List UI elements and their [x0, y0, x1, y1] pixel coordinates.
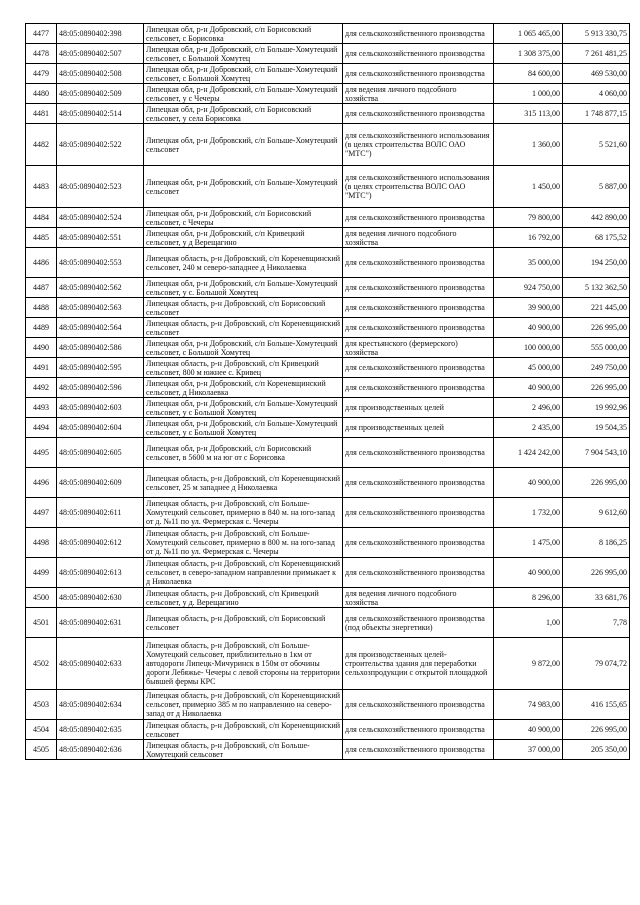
area-value-cell: 8 296,00: [494, 588, 563, 608]
land-use-cell: для сельскохозяйственного производства: [343, 24, 494, 44]
area-value-cell: 79 800,00: [494, 208, 563, 228]
cadastral-value-cell: 19 992,96: [563, 398, 630, 418]
address-cell: Липецкая область, р-н Добровский, с/п Больше-Хомутецкий сельсовет: [144, 740, 343, 760]
address-cell: Липецкая обл, р-н Добровский, с/п Больше-Хомутецкий сельсовет, с Большой Хомутец: [144, 338, 343, 358]
table-row: [26, 740, 630, 760]
address-cell: Липецкая обл, р-н Добровский, с/п Кривецкий сельсовет, у д Верещагино: [144, 228, 343, 248]
cadastral-value-cell: 226 995,00: [563, 378, 630, 398]
cadastral-number-cell: 48:05:0890402:551: [57, 228, 144, 248]
cadastral-value-cell: 1 748 877,15: [563, 104, 630, 124]
area-value-cell: 40 900,00: [494, 378, 563, 398]
cadastral-number-cell: 48:05:0890402:609: [57, 468, 144, 498]
cadastral-value-cell: 249 750,00: [563, 358, 630, 378]
address-cell: Липецкая область, р-н Добровский, с/п Кореневщинский сельсовет, 25 м западнее д Николаевка: [144, 468, 343, 498]
row-number-cell: 4485: [26, 228, 57, 248]
cadastral-value-cell: 19 504,35: [563, 418, 630, 438]
cadastral-number-cell: 48:05:0890402:509: [57, 84, 144, 104]
land-use-cell: для сельскохозяйственного использования (в целях строительства ВОЛС ОАО "МТС"): [343, 124, 494, 166]
land-registry-table: [25, 23, 630, 760]
address-cell: Липецкая обл, р-н Добровский, с/п Больше-Хомутецкий сельсовет, с Большой Хомутец: [144, 64, 343, 84]
land-use-cell: для сельскохозяйственного использования (в целях строительства ВОЛС ОАО "МТС"): [343, 166, 494, 208]
address-cell: Липецкая обл, р-н Добровский, с/п Больше-Хомутецкий сельсовет: [144, 166, 343, 208]
cadastral-number-cell: 48:05:0890402:595: [57, 358, 144, 378]
land-use-cell: для сельскохозяйственного производства: [343, 358, 494, 378]
land-use-cell: для ведения личного подсобного хозяйства: [343, 84, 494, 104]
area-value-cell: 40 900,00: [494, 720, 563, 740]
area-value-cell: 315 113,00: [494, 104, 563, 124]
table-row: [26, 588, 630, 608]
land-use-cell: для сельскохозяйственного производства (под объекты энергетики): [343, 608, 494, 638]
cadastral-value-cell: 5 132 362,50: [563, 278, 630, 298]
cadastral-number-cell: 48:05:0890402:613: [57, 558, 144, 588]
area-value-cell: 1 450,00: [494, 166, 563, 208]
land-use-cell: для сельскохозяйственного производства: [343, 690, 494, 720]
cadastral-number-cell: 48:05:0890402:596: [57, 378, 144, 398]
address-cell: Липецкая область, р-н Добровский, с/п Кореневщинский сельсовет, в северо-западном направлении примыкает к д Николаевка: [144, 558, 343, 588]
table-row: [26, 124, 630, 166]
cadastral-value-cell: 555 000,00: [563, 338, 630, 358]
cadastral-value-cell: 7,78: [563, 608, 630, 638]
address-cell: Липецкая область, р-н Добровский, с/п Кривецкий сельсовет, у д. Верещагино: [144, 588, 343, 608]
cadastral-value-cell: 194 250,00: [563, 248, 630, 278]
cadastral-value-cell: 5 521,60: [563, 124, 630, 166]
cadastral-value-cell: 33 681,76: [563, 588, 630, 608]
cadastral-number-cell: 48:05:0890402:524: [57, 208, 144, 228]
area-value-cell: 1 475,00: [494, 528, 563, 558]
cadastral-number-cell: 48:05:0890402:398: [57, 24, 144, 44]
land-use-cell: для производственных целей: [343, 398, 494, 418]
cadastral-number-cell: 48:05:0890402:636: [57, 740, 144, 760]
address-cell: Липецкая область, р-н Добровский, с/п Кореневщинский сельсовет, 240 м северо-западнее д Николаевка: [144, 248, 343, 278]
table-row: [26, 690, 630, 720]
land-use-cell: для сельскохозяйственного производства: [343, 278, 494, 298]
table-row: [26, 358, 630, 378]
area-value-cell: 45 000,00: [494, 358, 563, 378]
row-number-cell: 4484: [26, 208, 57, 228]
address-cell: Липецкая обл, р-н Добровский, с/п Борисовский сельсовет, у села Борисовка: [144, 104, 343, 124]
cadastral-value-cell: 5 887,00: [563, 166, 630, 208]
table-row: [26, 418, 630, 438]
table-row: [26, 208, 630, 228]
cadastral-value-cell: 221 445,00: [563, 298, 630, 318]
area-value-cell: 1 065 465,00: [494, 24, 563, 44]
cadastral-value-cell: 226 995,00: [563, 468, 630, 498]
area-value-cell: 1 424 242,00: [494, 438, 563, 468]
table-row: [26, 720, 630, 740]
table-row: [26, 278, 630, 298]
cadastral-number-cell: 48:05:0890402:635: [57, 720, 144, 740]
area-value-cell: 2 435,00: [494, 418, 563, 438]
table-row: [26, 638, 630, 690]
address-cell: Липецкая обл, р-н Добровский, с/п Борисовский сельсовет, с Чечеры: [144, 208, 343, 228]
row-number-cell: 4497: [26, 498, 57, 528]
address-cell: Липецкая обл, р-н Добровский, с/п Больше-Хомутецкий сельсовет, с Большой Хомутец: [144, 44, 343, 64]
cadastral-value-cell: 8 186,25: [563, 528, 630, 558]
row-number-cell: 4502: [26, 638, 57, 690]
row-number-cell: 4501: [26, 608, 57, 638]
cadastral-value-cell: 7 261 481,25: [563, 44, 630, 64]
land-use-cell: для сельскохозяйственного производства: [343, 318, 494, 338]
table-row: [26, 318, 630, 338]
area-value-cell: 74 983,00: [494, 690, 563, 720]
land-use-cell: для сельскохозяйственного производства: [343, 64, 494, 84]
table-row: [26, 44, 630, 64]
address-cell: Липецкая обл, р-н Добровский, с/п Больше-Хомутецкий сельсовет, у с. Большой Хомутец: [144, 278, 343, 298]
cadastral-value-cell: 226 995,00: [563, 720, 630, 740]
area-value-cell: 1 000,00: [494, 84, 563, 104]
cadastral-number-cell: 48:05:0890402:605: [57, 438, 144, 468]
table-row: [26, 166, 630, 208]
cadastral-number-cell: 48:05:0890402:633: [57, 638, 144, 690]
cadastral-value-cell: 205 350,00: [563, 740, 630, 760]
row-number-cell: 4496: [26, 468, 57, 498]
table-row: [26, 378, 630, 398]
area-value-cell: 40 900,00: [494, 468, 563, 498]
area-value-cell: 1,00: [494, 608, 563, 638]
area-value-cell: 40 900,00: [494, 318, 563, 338]
cadastral-number-cell: 48:05:0890402:523: [57, 166, 144, 208]
address-cell: Липецкая область, р-н Добровский, с/п Борисовский сельсовет: [144, 298, 343, 318]
land-use-cell: для сельскохозяйственного производства: [343, 44, 494, 64]
cadastral-number-cell: 48:05:0890402:563: [57, 298, 144, 318]
cadastral-number-cell: 48:05:0890402:586: [57, 338, 144, 358]
row-number-cell: 4477: [26, 24, 57, 44]
land-use-cell: для сельскохозяйственного производства: [343, 528, 494, 558]
table-row: [26, 84, 630, 104]
address-cell: Липецкая обл, р-н Добровский, с/п Больше-Хомутецкий сельсовет, у с Большой Хомутец: [144, 418, 343, 438]
area-value-cell: 100 000,00: [494, 338, 563, 358]
cadastral-number-cell: 48:05:0890402:604: [57, 418, 144, 438]
table-row: [26, 438, 630, 468]
land-use-cell: для сельскохозяйственного производства: [343, 248, 494, 278]
address-cell: Липецкая область, р-н Добровский, с/п Кореневщинский сельсовет, примерно 385 м по направлению на северо-запад от д Николаевка: [144, 690, 343, 720]
table-body: [26, 24, 630, 760]
cadastral-value-cell: 226 995,00: [563, 558, 630, 588]
area-value-cell: 35 000,00: [494, 248, 563, 278]
area-value-cell: 16 792,00: [494, 228, 563, 248]
cadastral-number-cell: 48:05:0890402:522: [57, 124, 144, 166]
address-cell: Липецкая обл, р-н Добровский, с/п Больше-Хомутецкий сельсовет: [144, 124, 343, 166]
land-use-cell: для производственных целей: [343, 418, 494, 438]
area-value-cell: 84 600,00: [494, 64, 563, 84]
address-cell: Липецкая обл, р-н Добровский, с/п Больше-Хомутецкий сельсовет, у с Чечеры: [144, 84, 343, 104]
address-cell: Липецкая область, р-н Добровский, с/п Больше-Хомутецкий сельсовет, примерно в 800 м. на юго-запад от д. №11 по ул. Фермерская с. Чечеры: [144, 528, 343, 558]
land-use-cell: для сельскохозяйственного производства: [343, 740, 494, 760]
area-value-cell: 924 750,00: [494, 278, 563, 298]
row-number-cell: 4482: [26, 124, 57, 166]
cadastral-value-cell: 469 530,00: [563, 64, 630, 84]
row-number-cell: 4491: [26, 358, 57, 378]
cadastral-number-cell: 48:05:0890402:564: [57, 318, 144, 338]
area-value-cell: 37 000,00: [494, 740, 563, 760]
address-cell: Липецкая обл, р-н Добровский, с/п Больше-Хомутецкий сельсовет, у с Большой Хомутец: [144, 398, 343, 418]
row-number-cell: 4503: [26, 690, 57, 720]
row-number-cell: 4504: [26, 720, 57, 740]
cadastral-value-cell: 442 890,00: [563, 208, 630, 228]
area-value-cell: 40 900,00: [494, 558, 563, 588]
cadastral-value-cell: 7 904 543,10: [563, 438, 630, 468]
row-number-cell: 4487: [26, 278, 57, 298]
row-number-cell: 4488: [26, 298, 57, 318]
land-use-cell: для сельскохозяйственного производства: [343, 558, 494, 588]
row-number-cell: 4490: [26, 338, 57, 358]
land-use-cell: для сельскохозяйственного производства: [343, 298, 494, 318]
cadastral-value-cell: 5 913 330,75: [563, 24, 630, 44]
row-number-cell: 4494: [26, 418, 57, 438]
table-row: [26, 468, 630, 498]
cadastral-value-cell: 9 612,60: [563, 498, 630, 528]
table-row: [26, 24, 630, 44]
cadastral-number-cell: 48:05:0890402:631: [57, 608, 144, 638]
land-use-cell: для сельскохозяйственного производства: [343, 720, 494, 740]
address-cell: Липецкая область, р-н Добровский, с/п Больше-Хомутецкий сельсовет, приблизительно в 1км от автодороги Липецк-Мичуринск в 150м от обочины дороги Лебяжье- Чечеры с левой стороны на территории бывшей фермы КРС: [144, 638, 343, 690]
cadastral-value-cell: 416 155,65: [563, 690, 630, 720]
table-row: [26, 498, 630, 528]
cadastral-number-cell: 48:05:0890402:514: [57, 104, 144, 124]
row-number-cell: 4478: [26, 44, 57, 64]
cadastral-value-cell: 68 175,52: [563, 228, 630, 248]
cadastral-number-cell: 48:05:0890402:611: [57, 498, 144, 528]
area-value-cell: 1 732,00: [494, 498, 563, 528]
address-cell: Липецкая область, р-н Добровский, с/п Борисовский сельсовет: [144, 608, 343, 638]
cadastral-value-cell: 226 995,00: [563, 318, 630, 338]
land-use-cell: для сельскохозяйственного производства: [343, 498, 494, 528]
cadastral-number-cell: 48:05:0890402:603: [57, 398, 144, 418]
address-cell: Липецкая область, р-н Добровский, с/п Больше-Хомутецкий сельсовет, примерно в 840 м. на юго-запад от д. №11 по ул. Фермерская с. Чечеры: [144, 498, 343, 528]
table-row: [26, 608, 630, 638]
table-row: [26, 528, 630, 558]
row-number-cell: 4495: [26, 438, 57, 468]
address-cell: Липецкая обл, р-н Добровский, с/п Борисовский сельсовет, с Борисовка: [144, 24, 343, 44]
table-row: [26, 248, 630, 278]
table-row: [26, 64, 630, 84]
cadastral-number-cell: 48:05:0890402:562: [57, 278, 144, 298]
land-use-cell: для сельскохозяйственного производства: [343, 438, 494, 468]
address-cell: Липецкая область, р-н Добровский, с/п Кореневщинский сельсовет: [144, 720, 343, 740]
row-number-cell: 4481: [26, 104, 57, 124]
row-number-cell: 4500: [26, 588, 57, 608]
row-number-cell: 4493: [26, 398, 57, 418]
row-number-cell: 4498: [26, 528, 57, 558]
table-row: [26, 298, 630, 318]
table-row: [26, 104, 630, 124]
cadastral-value-cell: 4 060,00: [563, 84, 630, 104]
land-use-cell: для сельскохозяйственного производства: [343, 378, 494, 398]
row-number-cell: 4479: [26, 64, 57, 84]
table-row: [26, 228, 630, 248]
land-use-cell: для сельскохозяйственного производства: [343, 468, 494, 498]
cadastral-number-cell: 48:05:0890402:634: [57, 690, 144, 720]
cadastral-number-cell: 48:05:0890402:630: [57, 588, 144, 608]
cadastral-number-cell: 48:05:0890402:612: [57, 528, 144, 558]
area-value-cell: 1 308 375,00: [494, 44, 563, 64]
table-row: [26, 558, 630, 588]
address-cell: Липецкая обл, р-н Добровский, с/п Борисовский сельсовет, в 5600 м на юг от с Борисовка: [144, 438, 343, 468]
area-value-cell: 39 900,00: [494, 298, 563, 318]
land-use-cell: для ведения личного подсобного хозяйства: [343, 228, 494, 248]
land-use-cell: для ведения личного подсобного хозяйства: [343, 588, 494, 608]
area-value-cell: 2 496,00: [494, 398, 563, 418]
cadastral-number-cell: 48:05:0890402:507: [57, 44, 144, 64]
land-use-cell: для производственных целей-строительства здания для переработки сельхозпродукции с открытой площадкой: [343, 638, 494, 690]
row-number-cell: 4483: [26, 166, 57, 208]
land-use-cell: для крестьянского (фермерского) хозяйства: [343, 338, 494, 358]
row-number-cell: 4480: [26, 84, 57, 104]
area-value-cell: 1 360,00: [494, 124, 563, 166]
land-use-cell: для сельскохозяйственного производства: [343, 104, 494, 124]
row-number-cell: 4492: [26, 378, 57, 398]
table-row: [26, 338, 630, 358]
land-use-cell: для сельскохозяйственного производства: [343, 208, 494, 228]
row-number-cell: 4489: [26, 318, 57, 338]
area-value-cell: 9 872,00: [494, 638, 563, 690]
address-cell: Липецкая обл, р-н Добровский, с/п Кореневщинский сельсовет, д Николаевка: [144, 378, 343, 398]
row-number-cell: 4486: [26, 248, 57, 278]
cadastral-number-cell: 48:05:0890402:553: [57, 248, 144, 278]
row-number-cell: 4505: [26, 740, 57, 760]
cadastral-value-cell: 79 074,72: [563, 638, 630, 690]
row-number-cell: 4499: [26, 558, 57, 588]
cadastral-number-cell: 48:05:0890402:508: [57, 64, 144, 84]
address-cell: Липецкая область, р-н Добровский, с/п Кореневщинский сельсовет: [144, 318, 343, 338]
table-row: [26, 398, 630, 418]
address-cell: Липецкая область, р-н Добровский, с/п Кривецкий сельсовет, 800 м южнее с. Кривец: [144, 358, 343, 378]
